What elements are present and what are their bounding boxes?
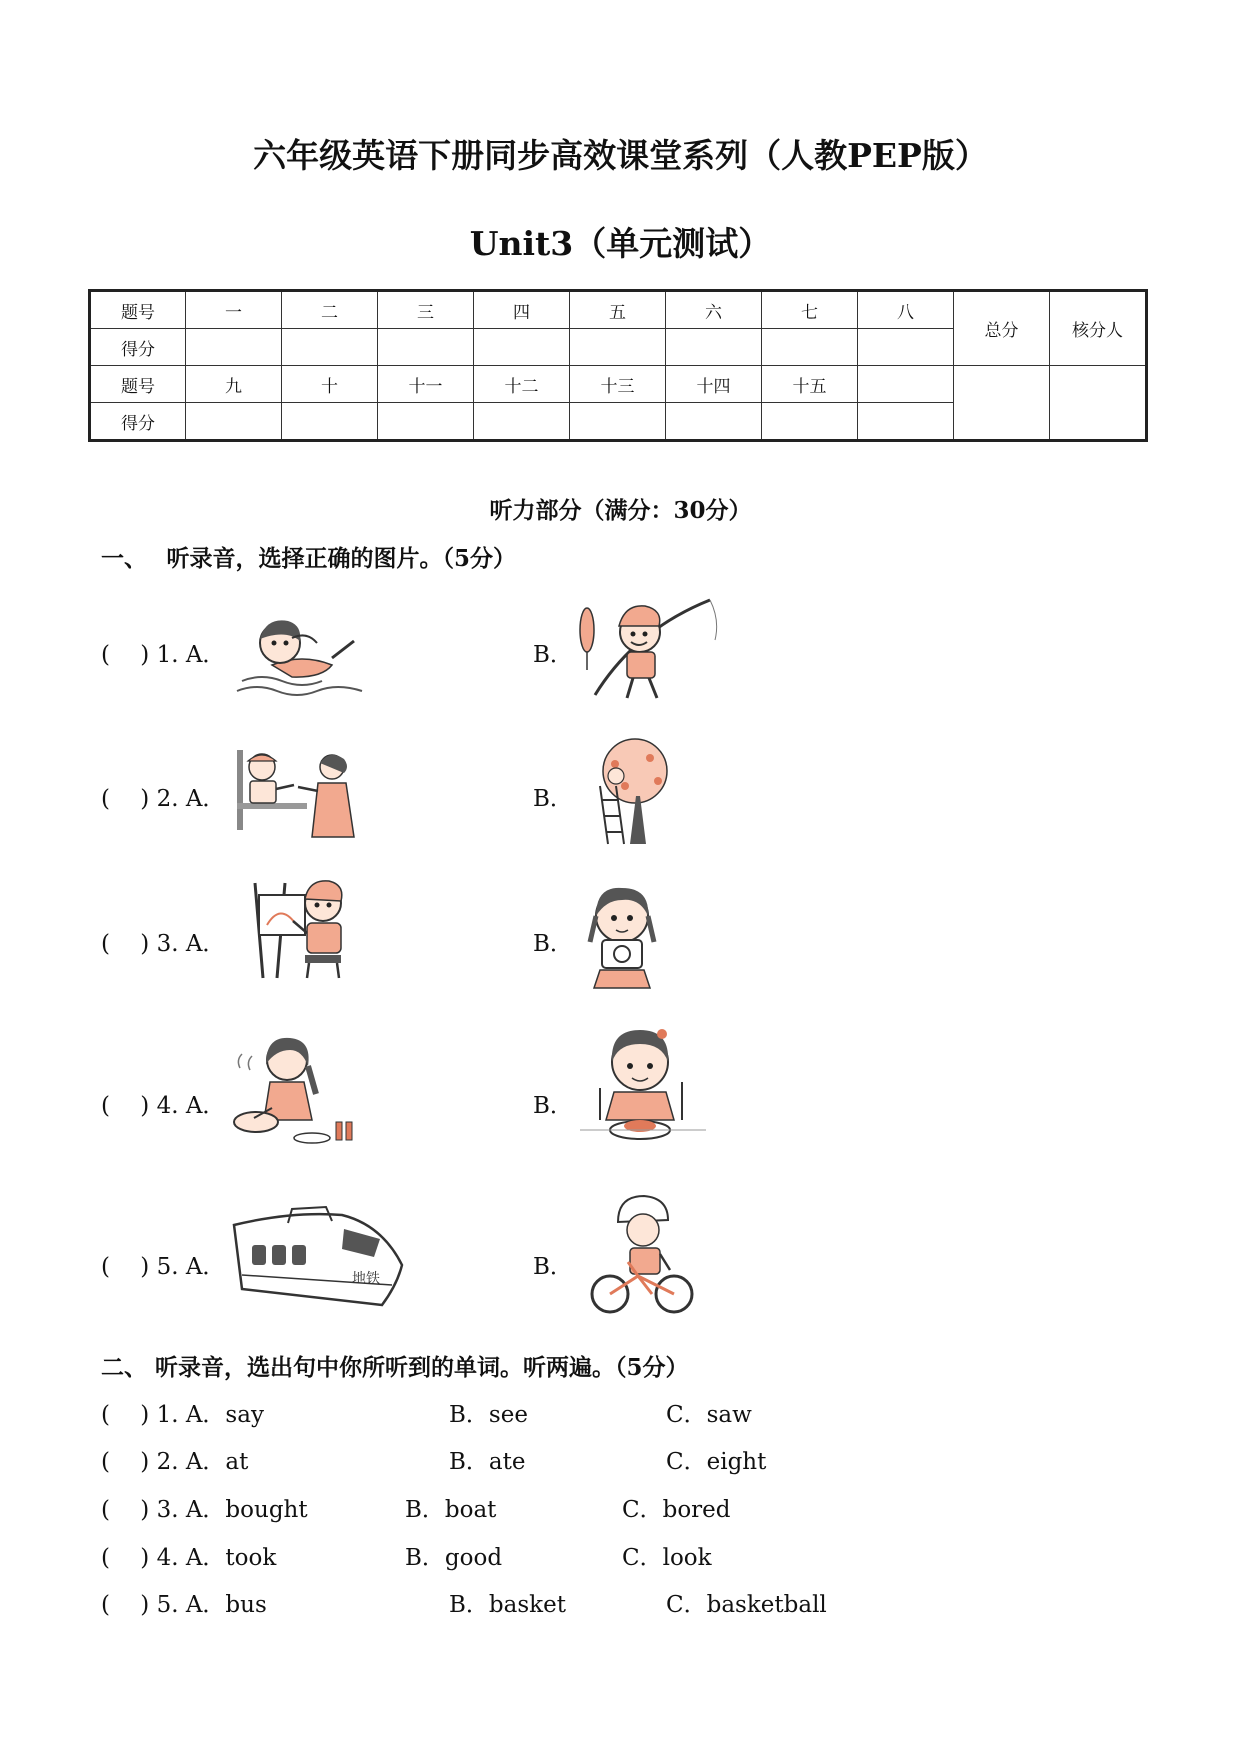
score-cell: 二: [282, 291, 378, 329]
s2-q4-b: B．good: [405, 1545, 503, 1571]
eating-girl-icon: [578, 1020, 708, 1150]
s2-q5-b: B．basket: [449, 1592, 566, 1618]
total-score-blank[interactable]: [954, 366, 1050, 441]
total-score-label: 总分: [954, 291, 1050, 366]
s2-q3-label: ( ) 3. A．bought: [101, 1497, 308, 1523]
question-5-label: ( ) 5. A．: [101, 1254, 226, 1280]
score-blank[interactable]: [282, 403, 378, 441]
question-3-label: ( ) 3. A．: [101, 931, 226, 957]
score-cell: [858, 366, 954, 403]
score-cell: 三: [378, 291, 474, 329]
question-4-b-label: B．: [533, 1093, 573, 1119]
page-title: 六年级英语下册同步高效课堂系列（人教PEP版）: [253, 136, 988, 175]
score-blank[interactable]: [378, 329, 474, 366]
question-2-label: ( ) 2. A．: [101, 786, 226, 812]
score-cell: 得分: [90, 403, 186, 441]
subway-text: 地铁: [352, 1271, 380, 1287]
score-cell: 十一: [378, 366, 474, 403]
s2-q1-c: C．saw: [666, 1402, 752, 1428]
s2-q5-label: ( ) 5. A．bus: [101, 1592, 267, 1618]
painting-boy-icon: [245, 873, 365, 983]
score-blank[interactable]: [474, 329, 570, 366]
score-cell: 十五: [762, 366, 858, 403]
question-1-b-label: B．: [533, 642, 573, 668]
score-cell: 五: [570, 291, 666, 329]
s2-q4-label: ( ) 4. A．took: [101, 1545, 277, 1571]
cycling-boy-icon: [588, 1192, 698, 1317]
score-blank[interactable]: [762, 329, 858, 366]
score-blank[interactable]: [666, 329, 762, 366]
score-blank[interactable]: [762, 403, 858, 441]
score-blank[interactable]: [282, 329, 378, 366]
score-cell: 十四: [666, 366, 762, 403]
score-cell: 一: [186, 291, 282, 329]
score-cell: 四: [474, 291, 570, 329]
score-cell: 十三: [570, 366, 666, 403]
score-blank[interactable]: [570, 329, 666, 366]
score-cell: 九: [186, 366, 282, 403]
question-5-b-label: B．: [533, 1254, 573, 1280]
checker-label: 核分人: [1050, 291, 1147, 366]
score-blank[interactable]: [186, 403, 282, 441]
s2-q5-c: C．basketball: [666, 1592, 827, 1618]
subway-train-icon: [232, 1205, 407, 1315]
score-blank[interactable]: [474, 403, 570, 441]
tree-ladder-icon: [580, 736, 690, 846]
score-blank[interactable]: [186, 329, 282, 366]
score-row-numbers-2: [90, 366, 1147, 403]
score-table: [88, 289, 1148, 442]
score-blank[interactable]: [858, 329, 954, 366]
score-blank[interactable]: [570, 403, 666, 441]
score-blank[interactable]: [666, 403, 762, 441]
s2-q2-c: C．eight: [666, 1449, 767, 1475]
section1-heading: 一、 听录音，选择正确的图片。（5分）: [101, 545, 517, 572]
swimming-girl-icon: [232, 603, 372, 703]
score-cell: 八: [858, 291, 954, 329]
page-subtitle: Unit3（单元测试）: [469, 224, 772, 263]
s2-q4-c: C．look: [622, 1545, 712, 1571]
listening-header: 听力部分（满分：30分）: [489, 497, 752, 524]
score-cell: 十二: [474, 366, 570, 403]
question-1-label: ( ) 1. A．: [101, 642, 226, 668]
section2-heading: 二、 听录音，选出句中你所听到的单词。听两遍。（5分）: [101, 1354, 689, 1381]
score-cell: 题号: [90, 366, 186, 403]
s2-q2-label: ( ) 2. A．at: [101, 1449, 249, 1475]
question-2-b-label: B．: [533, 786, 573, 812]
score-cell: 六: [666, 291, 762, 329]
cooking-woman-icon: [232, 1030, 362, 1150]
score-cell: 七: [762, 291, 858, 329]
s2-q3-c: C．bored: [622, 1497, 731, 1523]
s2-q1-b: B．see: [449, 1402, 528, 1428]
score-cell: 十: [282, 366, 378, 403]
s2-q3-b: B．boat: [405, 1497, 497, 1523]
score-blank[interactable]: [378, 403, 474, 441]
question-4-label: ( ) 4. A．: [101, 1093, 226, 1119]
question-3-b-label: B．: [533, 931, 573, 957]
checker-blank[interactable]: [1050, 366, 1147, 441]
fishing-boy-icon: [575, 590, 725, 705]
score-cell: 题号: [90, 291, 186, 329]
ticket-counter-icon: [232, 745, 372, 840]
score-cell: 得分: [90, 329, 186, 366]
s2-q1-label: ( ) 1. A．say: [101, 1402, 264, 1428]
score-row-numbers-1: [90, 291, 1147, 329]
camera-girl-icon: [580, 880, 670, 990]
s2-q2-b: B．ate: [449, 1449, 526, 1475]
score-blank[interactable]: [858, 403, 954, 441]
